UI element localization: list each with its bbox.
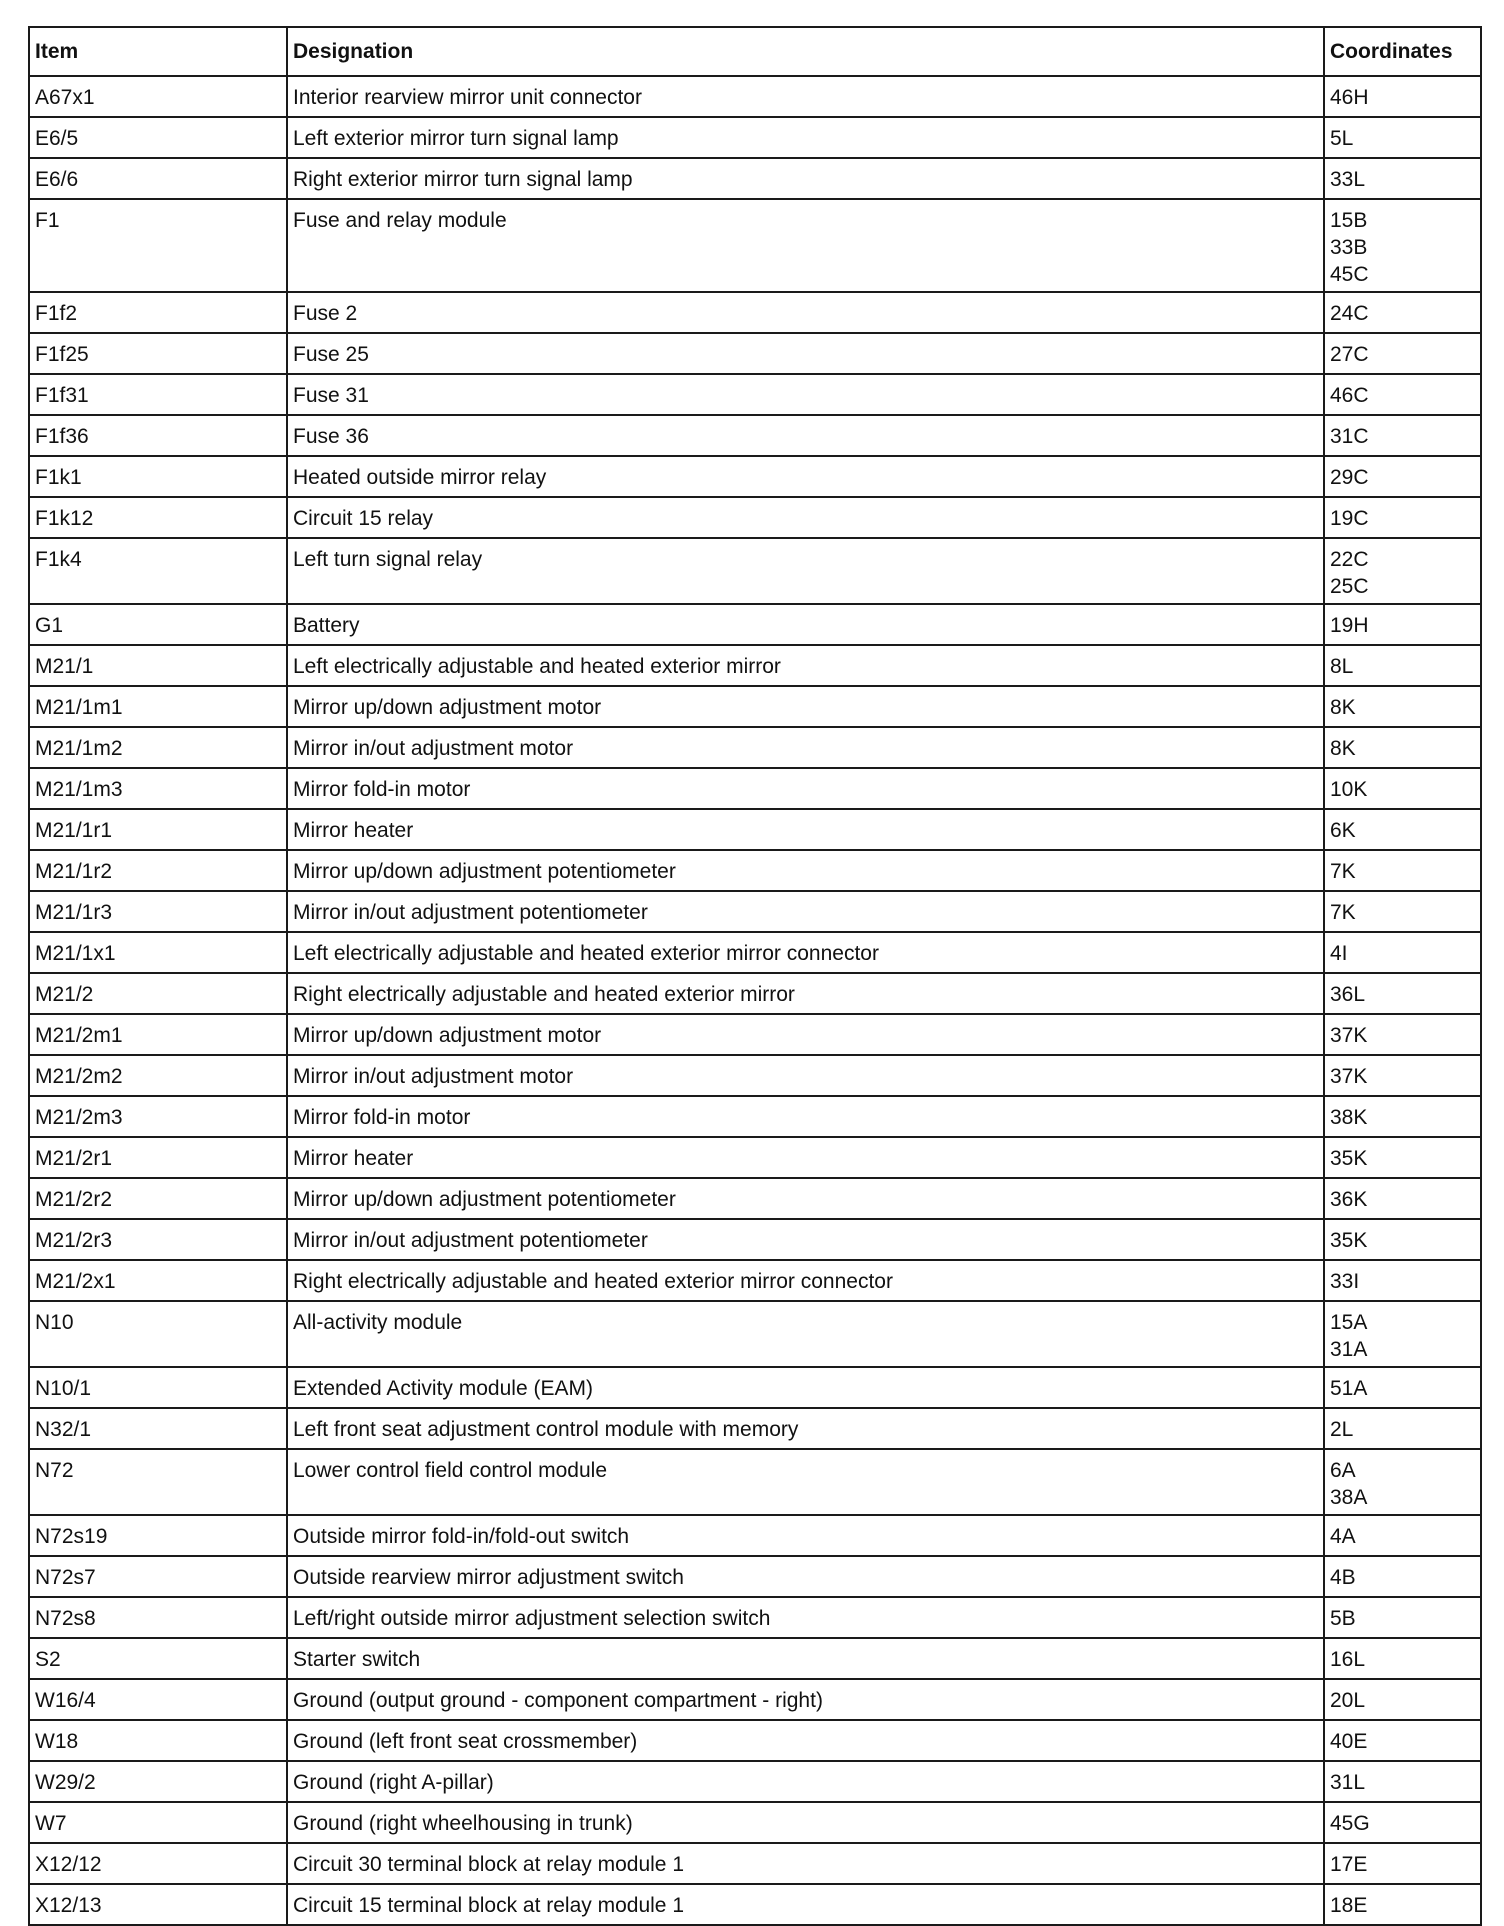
coordinate-value: 25C — [1330, 575, 1369, 598]
coordinate-value: 8K — [1330, 696, 1356, 719]
coordinate-value: 8K — [1330, 737, 1356, 760]
coordinate-value: 4A — [1330, 1525, 1356, 1548]
cell-item: F1f2 — [29, 292, 287, 333]
cell-coordinates — [1324, 1096, 1481, 1137]
coordinate-value: 35K — [1330, 1147, 1368, 1170]
cell-item: N10 — [29, 1301, 287, 1367]
table-row — [29, 1720, 1481, 1761]
cell-designation: Right electrically adjustable and heated exterior mirror — [287, 973, 1324, 1014]
cell-designation: Extended Activity module (EAM) — [287, 1367, 1324, 1408]
table-row — [29, 768, 1481, 809]
cell-coordinates — [1324, 1137, 1481, 1178]
cell-item: X12/12 — [29, 1843, 287, 1884]
cell-coordinates — [1324, 538, 1481, 604]
cell-item: W7 — [29, 1802, 287, 1843]
cell-coordinates — [1324, 1679, 1481, 1720]
cell-coordinates — [1324, 686, 1481, 727]
coordinate-value: 17E — [1330, 1853, 1368, 1876]
cell-designation: Interior rearview mirror unit connector — [287, 76, 1324, 117]
coordinate-value: 5L — [1330, 127, 1354, 150]
cell-item: E6/6 — [29, 158, 287, 199]
cell-designation: Circuit 15 terminal block at relay module 1 — [287, 1884, 1324, 1925]
cell-designation: Outside rearview mirror adjustment switch — [287, 1556, 1324, 1597]
cell-designation: Mirror heater — [287, 809, 1324, 850]
cell-coordinates — [1324, 1367, 1481, 1408]
cell-coordinates — [1324, 199, 1481, 292]
cell-coordinates — [1324, 1556, 1481, 1597]
cell-coordinates — [1324, 1761, 1481, 1802]
cell-designation: Mirror up/down adjustment motor — [287, 1014, 1324, 1055]
cell-item: F1f36 — [29, 415, 287, 456]
cell-item: M21/1m2 — [29, 727, 287, 768]
cell-item: G1 — [29, 604, 287, 645]
cell-item: W18 — [29, 1720, 287, 1761]
cell-designation: Ground (output ground - component compartment - right) — [287, 1679, 1324, 1720]
cell-item: M21/2r3 — [29, 1219, 287, 1260]
cell-coordinates — [1324, 809, 1481, 850]
cell-item: M21/2m3 — [29, 1096, 287, 1137]
coordinate-value: 2L — [1330, 1418, 1354, 1441]
header-row — [29, 27, 1481, 76]
cell-item: N72s7 — [29, 1556, 287, 1597]
table-row — [29, 1884, 1481, 1925]
cell-designation: Mirror in/out adjustment motor — [287, 727, 1324, 768]
header-coordinates: Coordinates — [1324, 27, 1481, 76]
cell-designation: Fuse and relay module — [287, 199, 1324, 292]
cell-coordinates — [1324, 1638, 1481, 1679]
table-row — [29, 973, 1481, 1014]
coordinate-value: 37K — [1330, 1024, 1368, 1047]
document-page — [28, 26, 1480, 1926]
cell-designation: Circuit 30 terminal block at relay module 1 — [287, 1843, 1324, 1884]
table-row — [29, 158, 1481, 199]
cell-coordinates — [1324, 973, 1481, 1014]
cell-item: F1 — [29, 199, 287, 292]
cell-designation: Left turn signal relay — [287, 538, 1324, 604]
coordinate-value: 36K — [1330, 1188, 1368, 1211]
coordinate-value: 31L — [1330, 1771, 1366, 1794]
cell-coordinates — [1324, 415, 1481, 456]
coordinate-value: 29C — [1330, 466, 1369, 489]
table-row — [29, 891, 1481, 932]
cell-item: N10/1 — [29, 1367, 287, 1408]
coordinate-value: 15A — [1330, 1311, 1368, 1334]
table-row — [29, 374, 1481, 415]
cell-designation: Ground (right A-pillar) — [287, 1761, 1324, 1802]
cell-item: A67x1 — [29, 76, 287, 117]
cell-designation: Mirror up/down adjustment potentiometer — [287, 1178, 1324, 1219]
table-row — [29, 292, 1481, 333]
coordinate-value: 15B — [1330, 209, 1368, 232]
cell-coordinates — [1324, 768, 1481, 809]
cell-designation: Left electrically adjustable and heated exterior mirror connector — [287, 932, 1324, 973]
coordinate-value: 45G — [1330, 1812, 1370, 1835]
cell-item: M21/1r2 — [29, 850, 287, 891]
table-row — [29, 1515, 1481, 1556]
table-row — [29, 1679, 1481, 1720]
cell-coordinates — [1324, 645, 1481, 686]
cell-coordinates — [1324, 456, 1481, 497]
cell-designation: Fuse 25 — [287, 333, 1324, 374]
coordinate-value: 38A — [1330, 1486, 1368, 1509]
table-row — [29, 932, 1481, 973]
coordinate-value: 38K — [1330, 1106, 1368, 1129]
cell-item: M21/1r3 — [29, 891, 287, 932]
cell-designation: Heated outside mirror relay — [287, 456, 1324, 497]
coordinate-value: 22C — [1330, 548, 1369, 571]
table-row — [29, 1367, 1481, 1408]
cell-coordinates — [1324, 1178, 1481, 1219]
cell-coordinates — [1324, 1802, 1481, 1843]
cell-coordinates — [1324, 497, 1481, 538]
table-row — [29, 809, 1481, 850]
cell-designation: Mirror fold-in motor — [287, 768, 1324, 809]
cell-designation: Ground (left front seat crossmember) — [287, 1720, 1324, 1761]
coordinate-value: 6K — [1330, 819, 1356, 842]
table-row — [29, 415, 1481, 456]
cell-coordinates — [1324, 1408, 1481, 1449]
coordinate-value: 36L — [1330, 983, 1366, 1006]
coordinate-value: 4B — [1330, 1566, 1356, 1589]
cell-designation: Battery — [287, 604, 1324, 645]
coordinate-value: 31A — [1330, 1338, 1368, 1361]
table-row — [29, 1761, 1481, 1802]
cell-item: N72 — [29, 1449, 287, 1515]
cell-item: M21/1 — [29, 645, 287, 686]
cell-item: W16/4 — [29, 1679, 287, 1720]
coordinate-value: 16L — [1330, 1648, 1366, 1671]
table-row — [29, 1219, 1481, 1260]
table-row — [29, 1638, 1481, 1679]
table-row — [29, 1301, 1481, 1367]
cell-item: N72s19 — [29, 1515, 287, 1556]
table-row — [29, 538, 1481, 604]
cell-item: W29/2 — [29, 1761, 287, 1802]
coordinate-value: 19H — [1330, 614, 1369, 637]
cell-coordinates — [1324, 604, 1481, 645]
cell-designation: Mirror fold-in motor — [287, 1096, 1324, 1137]
cell-coordinates — [1324, 158, 1481, 199]
cell-coordinates — [1324, 374, 1481, 415]
coordinate-value: 24C — [1330, 302, 1369, 325]
cell-coordinates — [1324, 1597, 1481, 1638]
table-row — [29, 850, 1481, 891]
coordinate-value: 20L — [1330, 1689, 1366, 1712]
table-row — [29, 1597, 1481, 1638]
cell-designation: Lower control field control module — [287, 1449, 1324, 1515]
cell-designation: Mirror heater — [287, 1137, 1324, 1178]
cell-item: X12/13 — [29, 1884, 287, 1925]
table-row — [29, 497, 1481, 538]
coordinate-value: 33I — [1330, 1270, 1360, 1293]
coordinate-value: 33B — [1330, 236, 1368, 259]
cell-item: F1f25 — [29, 333, 287, 374]
coordinate-value: 31C — [1330, 425, 1369, 448]
table-row — [29, 333, 1481, 374]
cell-item: M21/2r1 — [29, 1137, 287, 1178]
coordinate-value: 10K — [1330, 778, 1368, 801]
cell-designation: Ground (right wheelhousing in trunk) — [287, 1802, 1324, 1843]
component-table — [28, 26, 1482, 1926]
table-body — [29, 76, 1481, 1925]
coordinate-value: 33L — [1330, 168, 1366, 191]
cell-item: N32/1 — [29, 1408, 287, 1449]
header-designation: Designation — [287, 27, 1324, 76]
cell-item: M21/2m1 — [29, 1014, 287, 1055]
cell-coordinates — [1324, 76, 1481, 117]
coordinate-value: 8L — [1330, 655, 1354, 678]
table-row — [29, 1137, 1481, 1178]
table-row — [29, 1014, 1481, 1055]
table-row — [29, 1096, 1481, 1137]
cell-designation: Left electrically adjustable and heated exterior mirror — [287, 645, 1324, 686]
cell-designation: Mirror in/out adjustment potentiometer — [287, 891, 1324, 932]
cell-item: M21/1m3 — [29, 768, 287, 809]
cell-coordinates — [1324, 292, 1481, 333]
cell-item: F1f31 — [29, 374, 287, 415]
cell-designation: Circuit 15 relay — [287, 497, 1324, 538]
table-row — [29, 1260, 1481, 1301]
table-row — [29, 456, 1481, 497]
coordinate-value: 19C — [1330, 507, 1369, 530]
coordinate-value: 18E — [1330, 1894, 1368, 1917]
table-row — [29, 686, 1481, 727]
cell-item: S2 — [29, 1638, 287, 1679]
table-row — [29, 727, 1481, 768]
cell-coordinates — [1324, 117, 1481, 158]
table-row — [29, 1408, 1481, 1449]
table-row — [29, 1556, 1481, 1597]
cell-item: M21/2m2 — [29, 1055, 287, 1096]
table-row — [29, 1843, 1481, 1884]
cell-item: M21/1r1 — [29, 809, 287, 850]
cell-coordinates — [1324, 850, 1481, 891]
coordinate-value: 6A — [1330, 1459, 1356, 1482]
cell-coordinates — [1324, 932, 1481, 973]
table-row — [29, 76, 1481, 117]
cell-designation: Mirror up/down adjustment potentiometer — [287, 850, 1324, 891]
table-row — [29, 1449, 1481, 1515]
cell-item: M21/1x1 — [29, 932, 287, 973]
cell-designation: Fuse 2 — [287, 292, 1324, 333]
coordinate-value: 40E — [1330, 1730, 1368, 1753]
coordinate-value: 27C — [1330, 343, 1369, 366]
cell-designation: Left exterior mirror turn signal lamp — [287, 117, 1324, 158]
cell-coordinates — [1324, 891, 1481, 932]
cell-item: E6/5 — [29, 117, 287, 158]
cell-item: M21/2r2 — [29, 1178, 287, 1219]
cell-designation: Fuse 31 — [287, 374, 1324, 415]
coordinate-value: 7K — [1330, 901, 1356, 924]
cell-coordinates — [1324, 1219, 1481, 1260]
coordinate-value: 35K — [1330, 1229, 1368, 1252]
cell-item: M21/2x1 — [29, 1260, 287, 1301]
cell-designation: All-activity module — [287, 1301, 1324, 1367]
coordinate-value: 45C — [1330, 263, 1369, 286]
table-row — [29, 645, 1481, 686]
cell-designation: Left front seat adjustment control module with memory — [287, 1408, 1324, 1449]
table-header — [29, 27, 1481, 76]
cell-coordinates — [1324, 1884, 1481, 1925]
cell-item: F1k12 — [29, 497, 287, 538]
cell-coordinates — [1324, 1301, 1481, 1367]
table-row — [29, 117, 1481, 158]
cell-coordinates — [1324, 1260, 1481, 1301]
coordinate-value: 5B — [1330, 1607, 1356, 1630]
cell-coordinates — [1324, 1843, 1481, 1884]
header-item: Item — [29, 27, 287, 76]
cell-item: F1k4 — [29, 538, 287, 604]
cell-coordinates — [1324, 333, 1481, 374]
cell-coordinates — [1324, 1014, 1481, 1055]
cell-coordinates — [1324, 727, 1481, 768]
coordinate-value: 51A — [1330, 1377, 1368, 1400]
cell-coordinates — [1324, 1515, 1481, 1556]
cell-coordinates — [1324, 1720, 1481, 1761]
table-row — [29, 604, 1481, 645]
table-row — [29, 1055, 1481, 1096]
coordinate-value: 4I — [1330, 942, 1348, 965]
cell-item: M21/2 — [29, 973, 287, 1014]
cell-designation: Left/right outside mirror adjustment selection switch — [287, 1597, 1324, 1638]
coordinate-value: 46C — [1330, 384, 1369, 407]
coordinate-value: 37K — [1330, 1065, 1368, 1088]
cell-designation: Starter switch — [287, 1638, 1324, 1679]
table-row — [29, 1802, 1481, 1843]
table-row — [29, 199, 1481, 292]
cell-designation: Mirror in/out adjustment motor — [287, 1055, 1324, 1096]
cell-designation: Mirror up/down adjustment motor — [287, 686, 1324, 727]
cell-coordinates — [1324, 1055, 1481, 1096]
cell-designation: Outside mirror fold-in/fold-out switch — [287, 1515, 1324, 1556]
cell-item: N72s8 — [29, 1597, 287, 1638]
cell-designation: Fuse 36 — [287, 415, 1324, 456]
cell-item: F1k1 — [29, 456, 287, 497]
cell-coordinates — [1324, 1449, 1481, 1515]
cell-item: M21/1m1 — [29, 686, 287, 727]
table-row — [29, 1178, 1481, 1219]
cell-designation: Mirror in/out adjustment potentiometer — [287, 1219, 1324, 1260]
coordinate-value: 7K — [1330, 860, 1356, 883]
cell-designation: Right electrically adjustable and heated exterior mirror connector — [287, 1260, 1324, 1301]
cell-designation: Right exterior mirror turn signal lamp — [287, 158, 1324, 199]
coordinate-value: 46H — [1330, 86, 1369, 109]
